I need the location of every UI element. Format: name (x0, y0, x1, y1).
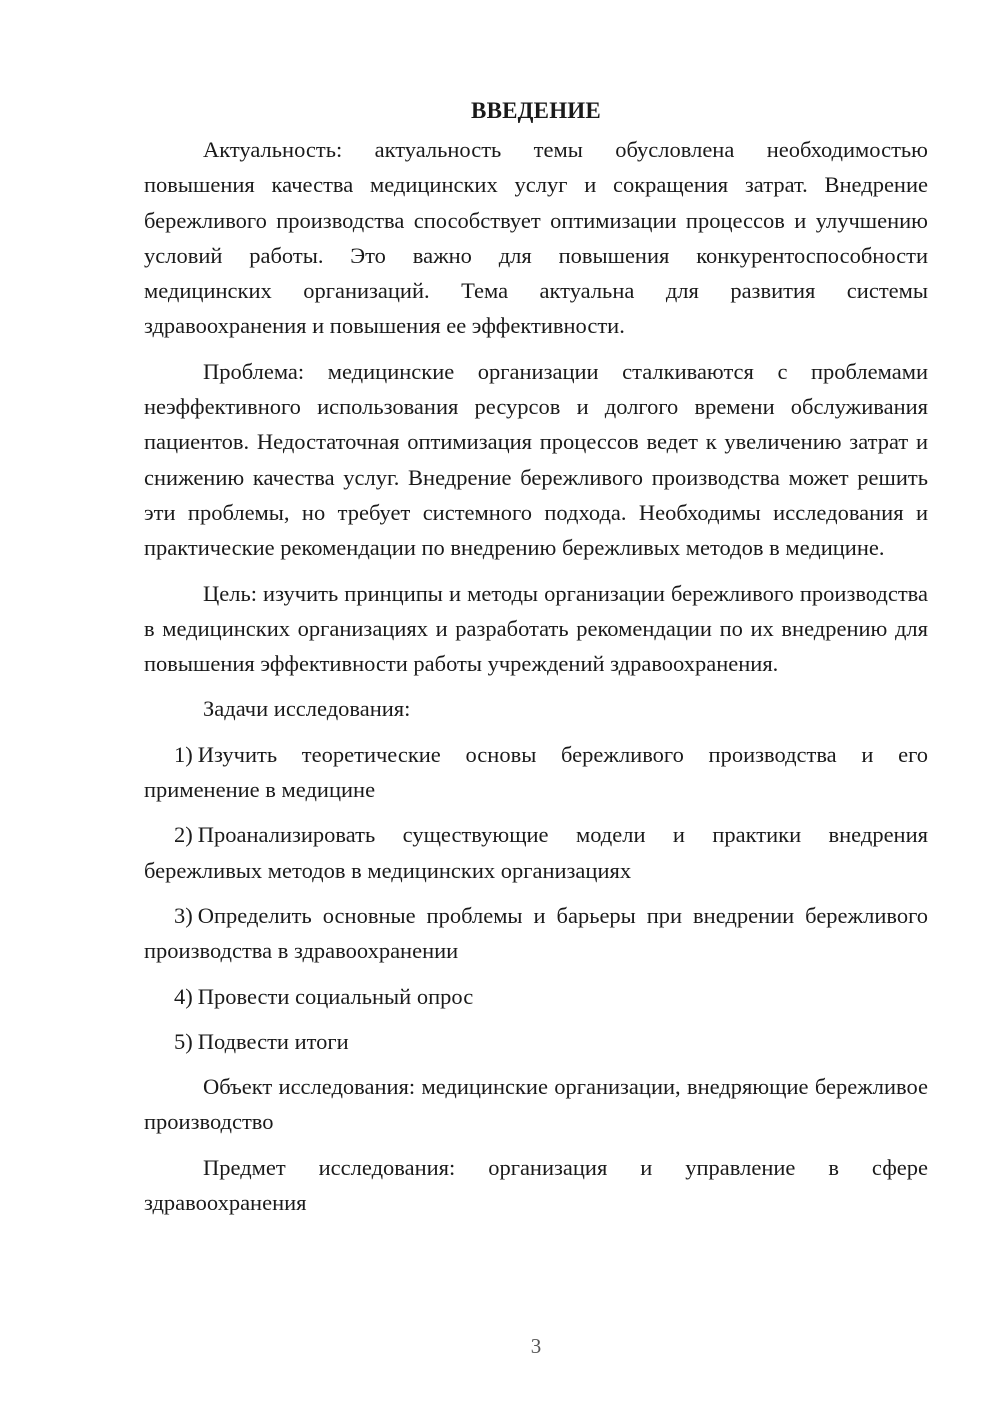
task-number: 1) (174, 741, 193, 767)
problem-paragraph: Проблема: медицинские организации сталкиваются с проблемами неэффективного использования ресурсов и долгого времени обслуживания пациентов. Недостаточная оптимизация процессов ведет к увеличению затрат и снижению качества услуг. Внедрение бережливого производства может решить эти проблемы, но требует системного подхода. Необходимы исследования и практические рекомендации по внедрению бережливых методов в медицине. (144, 358, 928, 561)
task-number: 4) (174, 983, 193, 1009)
task-number: 5) (174, 1028, 193, 1054)
task-text: Проанализировать существующие модели и практики внедрения бережливых методов в медицинских организациях (144, 822, 928, 883)
object-paragraph: Объект исследования: медицинские организации, внедряющие бережливое производство (144, 1074, 928, 1135)
task-text: Изучить теоретические основы бережливого производства и его применение в медицине (144, 741, 928, 803)
task-item-3 (144, 898, 928, 969)
page-number: 3 (530, 1334, 542, 1358)
section-heading: ВВЕДЕНИЕ (471, 98, 601, 123)
task-item-1 (144, 737, 928, 808)
relevance-paragraph: Актуальность: актуальность темы обусловлена необходимостью повышения качества медицинских услуг и сокращения затрат. Внедрение бережливого производства способствует оптимизации процессов и улучшению условий работы. Это важно для повышения конкурентоспособности медицинских организаций. Тема актуальна для развития системы здравоохранения и повышения ее эффективности. (144, 137, 928, 339)
goal-paragraph: Цель: изучить принципы и методы организации бережливого производства в медицинских организациях и разработать рекомендации по их внедрению для повышения эффективности работы учреждений здравоохранения. (144, 580, 928, 677)
task-number: 3) (174, 902, 193, 928)
subject-paragraph: Предмет исследования: организация и управление в сфере здравоохранения (144, 1154, 928, 1216)
task-item-2 (144, 817, 928, 888)
task-text: Провести социальный опрос (197, 983, 474, 1009)
page-content (144, 96, 928, 1220)
task-item-4 (144, 979, 928, 1014)
task-item-5 (144, 1024, 928, 1059)
task-text: Подвести итоги (197, 1028, 349, 1054)
tasks-intro: Задачи исследования: (203, 696, 411, 722)
task-number: 2) (174, 822, 193, 848)
task-text: Определить основные проблемы и барьеры при внедрении бережливого производства в здравоохранении (144, 902, 928, 964)
